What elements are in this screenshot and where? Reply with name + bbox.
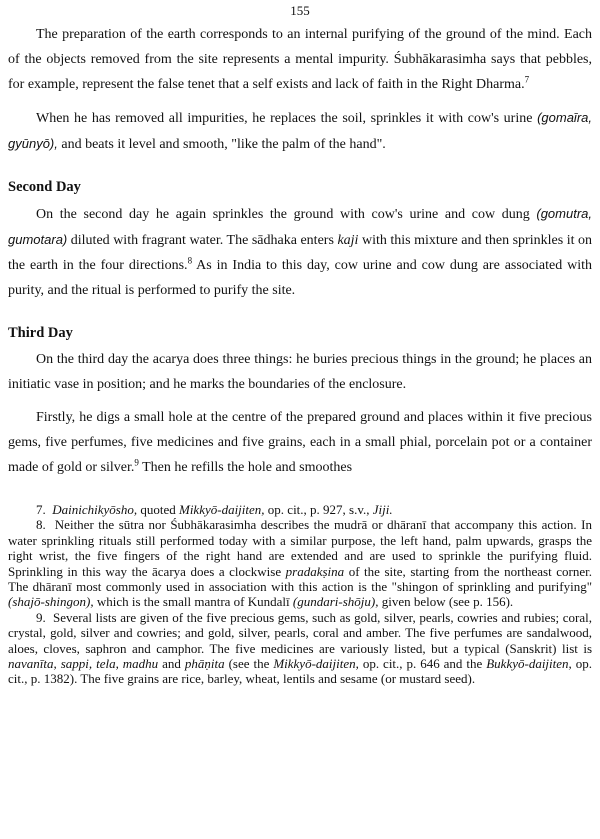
- footnote-text: (see the: [224, 656, 274, 672]
- paragraph-text: The preparation of the earth corresponds to an internal purifying of the ground of the mind. Each of the objects removed from the site represents a mental impurity. Śubhākarasimha says that pebbles, for example, represent the false tenet that a self exists and lack of faith in the Right Dharma.: [8, 27, 592, 92]
- footnotes: [8, 502, 592, 687]
- section-heading-second-day: Second Day: [8, 179, 81, 195]
- footnote-text: given below (see p. 156).: [378, 594, 514, 610]
- paragraph-second-day: [8, 201, 592, 303]
- paragraph-text: diluted with fragrant water. The sādhaka enters: [67, 233, 338, 248]
- italic-term: Mikkyō-daijiten,: [178, 502, 265, 517]
- footnote-number: 7.: [36, 502, 46, 517]
- italic-term: (gomutra, gumotara): [8, 206, 592, 247]
- italic-term: kaji: [337, 233, 359, 248]
- paragraph-text: and beats it level and smooth, "like the palm of the hand".: [57, 137, 386, 152]
- paragraph-text: Then he refills the hole and smoothes: [138, 460, 353, 475]
- italic-term: navanīta, sappi, tela, madhu: [8, 656, 159, 672]
- italic-term: (gundari-shōju),: [292, 594, 379, 610]
- paragraph-text: On the second day he again sprinkles the ground with cow's urine and cow dung: [36, 207, 537, 222]
- italic-term: phāṇita: [184, 656, 225, 672]
- italic-term: Dainichikyōsho,: [52, 502, 138, 517]
- footnote-ref-8: 8: [187, 255, 193, 266]
- italic-term: Jiji.: [372, 502, 393, 517]
- footnote-text: which is the small mantra of Kundalī: [93, 594, 293, 610]
- footnote-7: [8, 502, 592, 517]
- page-number: 155: [290, 3, 310, 18]
- section-heading-third-day: Third Day: [8, 325, 73, 341]
- footnote-text: Neither the sūtra nor Śubhākarasimha describes the mudrā or dhāranī that accompany this action. In water sprinkling rituals still performed today with a similar purpose, the left hand, palm upwards, grasps the right wrist, the five fingers of the right hand are extended and are used to sprinkle the purifying fluid. Sprinkling in this way the ācarya does a clockwise: [8, 517, 593, 579]
- italic-term: (shajō-shingon),: [8, 594, 94, 610]
- footnote-text: op. cit., p. 1382). The five grains are rice, barley, wheat, lentils and sesame (or mustard seed).: [8, 656, 593, 687]
- footnote-text: op. cit., p. 646 and the: [358, 656, 487, 672]
- footnote-text: and: [158, 656, 185, 672]
- footnote-number: 8.: [36, 517, 46, 533]
- body-text: [8, 22, 592, 480]
- paragraph-text: with this mixture and then sprinkles it on the earth in the four directions.: [8, 233, 592, 273]
- italic-term: (gomaīra, gyūnyō),: [8, 110, 592, 151]
- paragraph-text: As in India to this day, cow urine and cow dung are associated with purity, and the ritual is performed to purify the site.: [8, 258, 592, 298]
- paragraph-mental-impurity: [8, 22, 592, 97]
- paragraph-replace-soil: [8, 105, 592, 157]
- footnote-9: [8, 610, 592, 687]
- footnote-ref-7: 7: [524, 74, 530, 85]
- italic-term: Mikkyō-daijiten,: [273, 656, 359, 672]
- paragraph-text: When he has removed all impurities, he replaces the soil, sprinkles it with cow's urine: [36, 111, 538, 126]
- footnote-text: Several lists are given of the five precious gems, such as gold, silver, pearls, cowries and rubies; coral, crystal, gold, silver and cowries; and gold, silver, pearls, coral and amber. The five perfumes are sandalwood, aloes, cloves, saphron and camphor. The five medicines are variously listed, but a typical (Sanskrit) list is: [8, 609, 592, 656]
- footnote-text: quoted: [137, 502, 179, 517]
- italic-term: pradakṣina: [285, 563, 345, 579]
- footnote-ref-9: 9: [134, 457, 139, 468]
- footnote-text: of the site, starting from the northeast corner. The dhāranī most commonly used in association with this action is the "shingon of sprinkling and purifying": [8, 563, 592, 595]
- italic-term: Bukkyō-daijiten,: [486, 656, 572, 672]
- paragraph-third-day: On the third day the acarya does three things: he buries precious things in the ground; he places an initiatic vase in position; and he marks the boundaries of the enclosure.: [8, 352, 592, 392]
- paragraph-firstly: [8, 405, 592, 480]
- footnote-text: op. cit., p. 927, s.v.,: [264, 502, 373, 517]
- footnote-8: [8, 517, 592, 609]
- footnote-number: 9.: [36, 609, 46, 625]
- paragraph-text: Firstly, he digs a small hole at the centre of the prepared ground and places within it five precious gems, five perfumes, five medicines and five grains, each in a small phial, porcelain pot or a container made of gold or silver.: [8, 410, 592, 475]
